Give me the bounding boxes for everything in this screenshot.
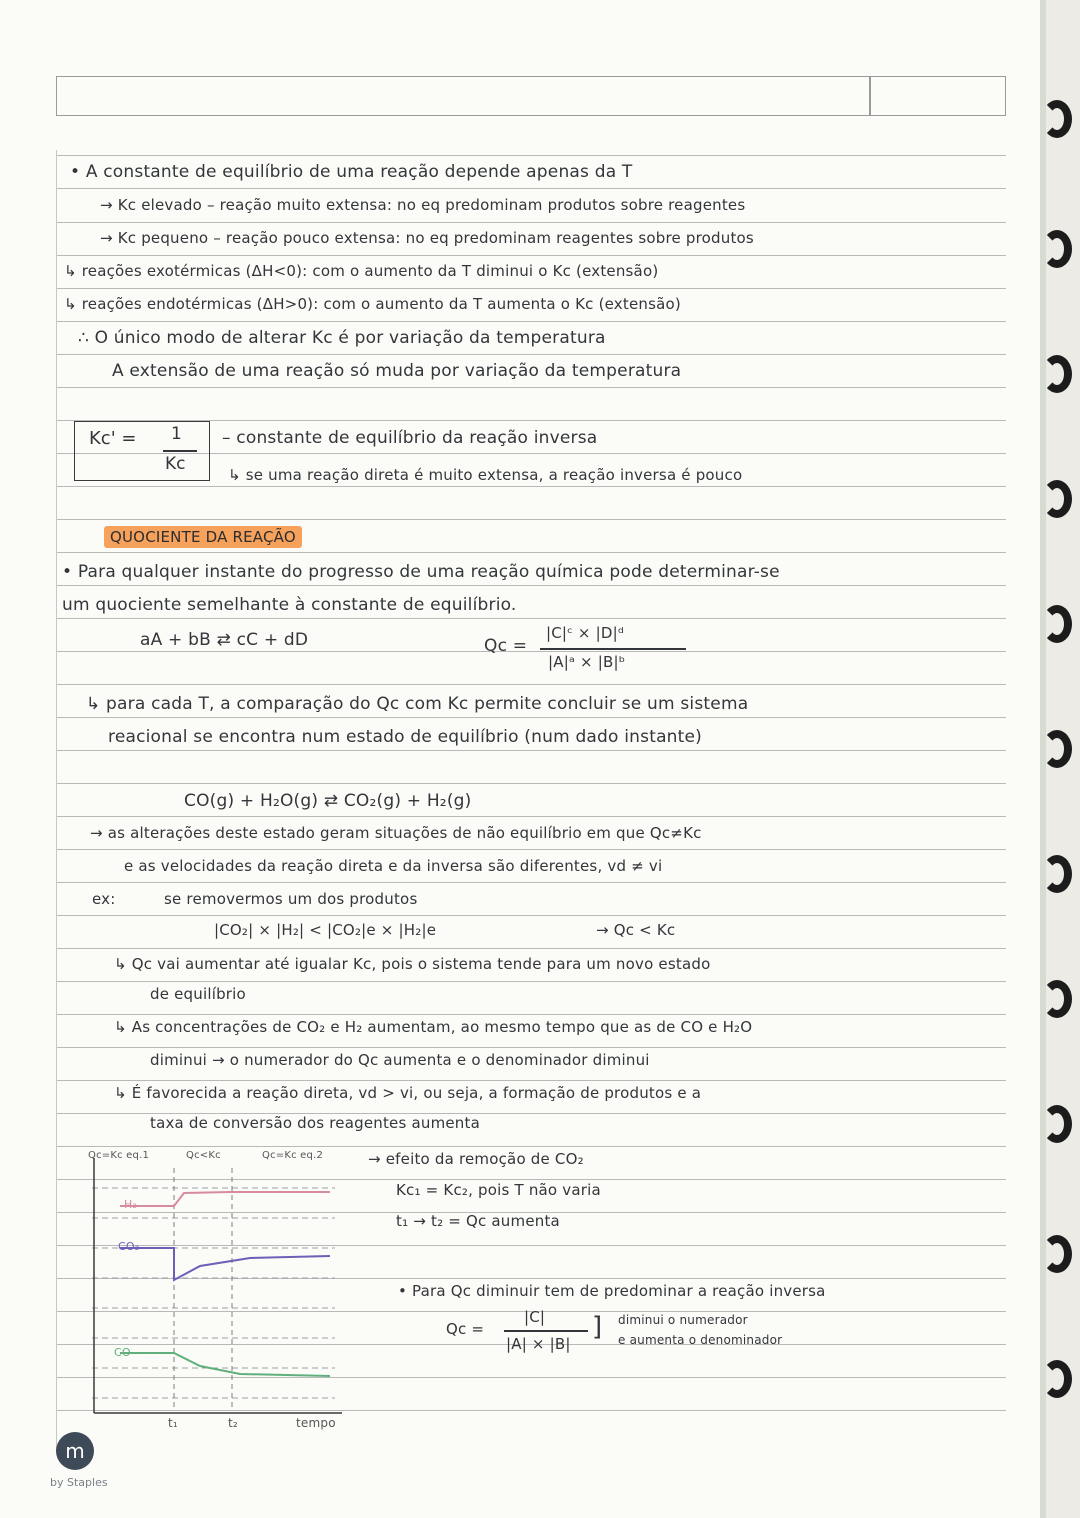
brand-logo: m	[56, 1432, 94, 1470]
bracket: ]	[592, 1312, 603, 1342]
qc2-lhs: Qc =	[446, 1320, 485, 1338]
note-line-2: → Kc elevado – reação muito extensa: no eq predominam produtos sobre reagentes	[100, 196, 746, 214]
graph-tick-t2: t₂	[228, 1416, 238, 1430]
note-line-4: ↳ reações exotérmicas (ΔH<0): com o aumento da T diminui o Kc (extensão)	[64, 262, 659, 280]
note-line-14: ↳ para cada T, a comparação do Qc com Kc permite concluir se um sistema	[86, 694, 749, 714]
graph-note-5a: diminui o numerador	[618, 1313, 748, 1327]
binder-rings	[1040, 0, 1080, 1518]
kc-inverse-lhs: Kc' =	[89, 428, 137, 449]
qc2-denominator: |A| × |B|	[506, 1335, 571, 1353]
note-line-18: → as alterações deste estado geram situações de não equilíbrio em que Qc≠Kc	[90, 824, 702, 842]
graph-x-label: tempo	[296, 1416, 336, 1430]
note-line-26: ↳ É favorecida a reação direta, vd > vi, ou seja, a formação de produtos e a	[114, 1084, 702, 1102]
graph-top-label-2: Qc<Kc	[186, 1150, 221, 1161]
note-line-3: → Kc pequeno – reação pouco extensa: no eq predominam reagentes sobre produtos	[100, 229, 754, 247]
graph-series-h2: H₂	[124, 1198, 138, 1211]
qc-lhs: Qc =	[484, 636, 528, 656]
section-title: QUOCIENTE DA REAÇÃO	[104, 526, 302, 548]
kc-inverse-box	[74, 421, 210, 481]
concentration-time-sketch	[80, 1148, 350, 1438]
qc2-numerator: |C|	[524, 1308, 546, 1326]
qc-denominator: |A|ᵃ × |B|ᵇ	[548, 653, 626, 671]
note-line-1: • A constante de equilíbrio de uma reação depende apenas da T	[70, 162, 633, 182]
note-line-7: A extensão de uma reação só muda por variação da temperatura	[112, 361, 682, 381]
graph-note-2: Kc₁ = Kc₂, pois T não varia	[396, 1181, 601, 1199]
graph-top-label-3: Qc=Kc eq.2	[262, 1150, 324, 1161]
qc-fraction-bar	[540, 648, 686, 650]
kc-inverse-note: ↳ se uma reação direta é muito extensa, a reação inversa é pouco	[228, 466, 743, 484]
example-label: ex:	[92, 890, 116, 908]
note-line-23: de equilíbrio	[150, 985, 246, 1003]
graph-note-4: • Para Qc diminuir tem de predominar a reação inversa	[398, 1282, 826, 1300]
note-line-22: ↳ Qc vai aumentar até igualar Kc, pois o sistema tende para um novo estado	[114, 955, 711, 973]
qc2-fraction-bar	[504, 1330, 588, 1332]
note-line-24: ↳ As concentrações de CO₂ e H₂ aumentam, ao mesmo tempo que as de CO e H₂O	[114, 1018, 753, 1036]
note-line-5: ↳ reações endotérmicas (ΔH>0): com o aumento da T aumenta o Kc (extensão)	[64, 295, 681, 313]
section-title-highlight	[104, 527, 302, 547]
note-line-27: taxa de conversão dos reagentes aumenta	[150, 1114, 480, 1132]
margin-line	[56, 150, 57, 1450]
kc-inverse-den: Kc	[165, 454, 186, 474]
kc-inverse-fraction-bar	[163, 450, 197, 452]
kc-inverse-num: 1	[171, 424, 182, 444]
co-reaction: CO(g) + H₂O(g) ⇄ CO₂(g) + H₂(g)	[184, 791, 472, 811]
kc-inverse-description: – constante de equilíbrio da reação inversa	[222, 428, 598, 448]
note-line-21b: → Qc < Kc	[596, 921, 676, 939]
graph-tick-t1: t₁	[168, 1416, 178, 1430]
note-line-11: um quociente semelhante à constante de equilíbrio.	[62, 595, 517, 615]
brand-text: by Staples	[50, 1476, 108, 1489]
note-line-15: reacional se encontra num estado de equilíbrio (num dado instante)	[108, 727, 703, 747]
qc-numerator: |C|ᶜ × |D|ᵈ	[546, 624, 625, 642]
graph-series-co: CO	[114, 1346, 131, 1359]
graph-note-3: t₁ → t₂ = Qc aumenta	[396, 1212, 560, 1230]
graph-series-co2: CO₂	[118, 1240, 140, 1253]
note-line-6: ∴ O único modo de alterar Kc é por variação da temperatura	[78, 328, 606, 348]
note-line-19: e as velocidades da reação direta e da inversa são diferentes, vd ≠ vi	[124, 857, 663, 875]
note-line-10: • Para qualquer instante do progresso de uma reação química pode determinar-se	[62, 562, 780, 582]
graph-top-label-1: Qc=Kc eq.1	[88, 1150, 150, 1161]
note-line-20: se removermos um dos produtos	[164, 890, 418, 908]
note-line-21: |CO₂| × |H₂| < |CO₂|e × |H₂|e	[214, 921, 437, 939]
graph-note-1: → efeito da remoção de CO₂	[368, 1150, 584, 1168]
note-line-25: diminui → o numerador do Qc aumenta e o denominador diminui	[150, 1051, 650, 1069]
general-equation: aA + bB ⇄ cC + dD	[140, 630, 309, 650]
graph-note-5b: e aumenta o denominador	[618, 1333, 783, 1347]
